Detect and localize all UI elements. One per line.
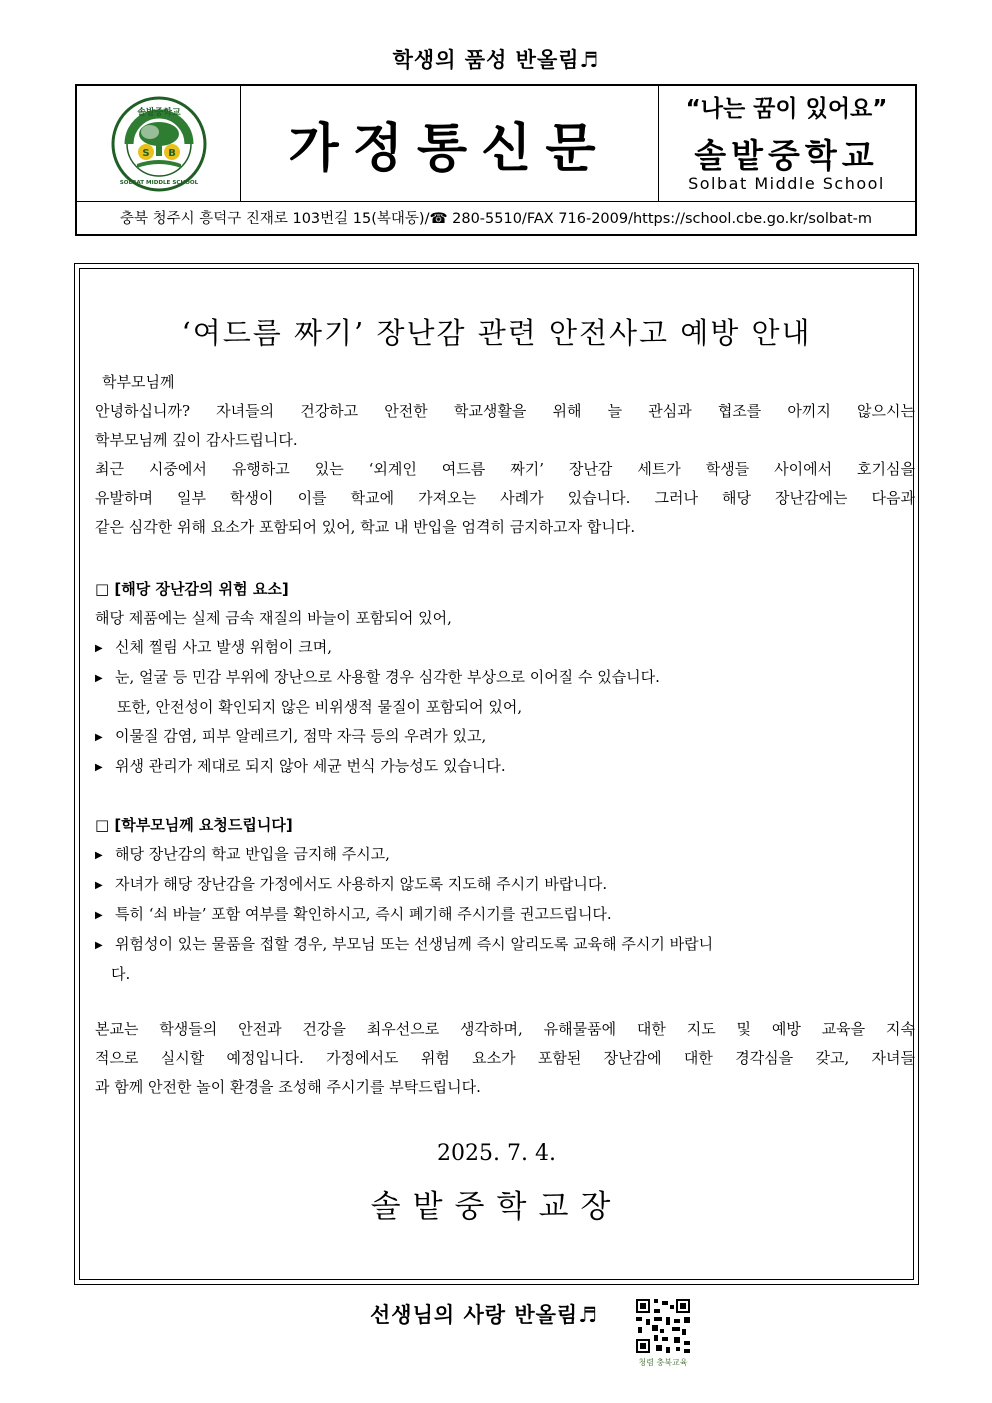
school-cell <box>658 86 915 201</box>
closing-line: 본교는 학생들의 안전과 건강을 최우선으로 생각하며, 유해물품에 대한 지도 및 예방 교육을 지속 <box>95 1020 915 1038</box>
list-item: ▶ 자녀가 해당 장난감을 가정에서도 사용하지 않도록 지도해 주시기 바랍니다. <box>95 870 915 900</box>
bullet-icon: ▶ <box>95 732 103 743</box>
bullet-icon: ▶ <box>95 880 103 891</box>
list-item: ▶ 신체 찔림 사고 발생 위험이 크며, <box>95 633 915 663</box>
intro-line: 최근 시중에서 유행하고 있는 ‘외계인 여드름 짜기’ 장난감 세트가 학생들 사이에서 호기심을 <box>95 460 915 478</box>
list-item: ▶ 위생 관리가 제대로 되지 않아 세균 번식 가능성도 있습니다. <box>95 752 915 782</box>
closing-line: 과 함께 안전한 놀이 환경을 조성해 주시기를 부탁드립니다. <box>95 1078 481 1096</box>
top-slogan: 학생의 품성 반올림♬ <box>392 48 600 72</box>
notice-body <box>79 268 914 1280</box>
list-item: ▶ 해당 장난감의 학교 반입을 금지해 주시고, <box>95 840 915 870</box>
school-address: 충북 청주시 흥덕구 진재로 103번길 15(복대동)/☎ 280-5510/FAX 716-2009/https://school.cbe.go.kr/solbat-m <box>119 211 873 227</box>
notice-title: ‘여드름 짜기’ 장난감 관련 안전사고 예방 안내 <box>181 316 812 350</box>
logo-initial-b: B <box>168 148 176 159</box>
logo-top-text: 솔밭중학교 <box>137 108 181 118</box>
logo-bottom-text: SOLBAT MIDDLE SCHOOL <box>119 180 199 186</box>
header-row <box>77 86 915 202</box>
bullet-icon: ▶ <box>95 940 103 951</box>
closing-block <box>95 1015 915 1102</box>
issue-date: 2025. 7. 4. <box>437 1141 556 1166</box>
bottom-slogan: 선생님의 사랑 반올림♬ <box>370 1303 599 1327</box>
list-item: ▶ 특히 ‘쇠 바늘’ 포함 여부를 확인하시고, 즉시 폐기해 주시기를 권고드립니다. <box>95 900 915 930</box>
greeting: 학부모님께 <box>102 373 175 391</box>
logo-initial-s: S <box>142 148 150 159</box>
school-name-en: Solbat Middle School <box>688 174 885 193</box>
list-item-continuation: 다. <box>111 965 131 983</box>
qr-code-icon <box>634 1297 692 1355</box>
list-item: ▶ 이물질 감염, 피부 알레르기, 점막 자극 등의 우려가 있고, <box>95 722 915 752</box>
intro-block <box>95 368 915 542</box>
intro-line: 안녕하십니까? 자녀들의 건강하고 안전한 학교생활을 위해 늘 관심과 협조를 아끼지 않으시는 <box>95 402 915 420</box>
section-requests <box>95 811 915 989</box>
section2-heading: □ [학부모님께 요청드립니다] <box>95 816 293 834</box>
school-motto: “나는 꿈이 있어요” <box>685 96 888 122</box>
school-logo <box>109 94 209 194</box>
qr-caption: 청렴 충북교육 <box>638 1358 688 1367</box>
bullet-icon: ▶ <box>95 643 103 654</box>
section1-heading: □ [해당 장난감의 위험 요소] <box>95 580 289 598</box>
newsletter-title: 가정통신문 <box>288 119 610 179</box>
notice-frame <box>74 263 919 1285</box>
bullet-icon: ▶ <box>95 673 103 684</box>
logo-cell <box>77 86 241 201</box>
bullet-icon: ▶ <box>95 910 103 921</box>
section1-lead: 해당 제품에는 실제 금속 재질의 바늘이 포함되어 있어, <box>95 609 452 627</box>
title-cell <box>240 86 659 201</box>
principal-signature: 솔밭중학교장 <box>370 1189 623 1225</box>
section1-sub: 또한, 안전성이 확인되지 않은 비위생적 물질이 포함되어 있어, <box>117 698 523 716</box>
bullet-icon: ▶ <box>95 850 103 861</box>
bullet-icon: ▶ <box>95 762 103 773</box>
list-item: ▶ 위험성이 있는 물품을 접할 경우, 부모님 또는 선생님께 즉시 알리도록 교육해 주시기 바랍니 <box>95 930 915 960</box>
newsletter-header <box>75 84 917 236</box>
intro-line: 유발하며 일부 학생이 이를 학교에 가져오는 사례가 있습니다. 그러나 해당 장난감에는 다음과 <box>95 489 915 507</box>
section-hazards <box>95 575 915 782</box>
intro-line: 같은 심각한 위해 요소가 포함되어 있어, 학교 내 반입을 엄격히 금지하고자 합니다. <box>95 518 636 536</box>
list-item: ▶ 눈, 얼굴 등 민감 부위에 장난으로 사용할 경우 심각한 부상으로 이어질 수 있습니다. <box>95 663 915 693</box>
closing-line: 적으로 실시할 예정입니다. 가정에서도 위험 요소가 포함된 장난감에 대한 경각심을 갖고, 자녀들 <box>95 1049 915 1067</box>
intro-line: 학부모님께 깊이 감사드립니다. <box>95 431 298 449</box>
school-name: 솔밭중학교 <box>694 136 879 175</box>
